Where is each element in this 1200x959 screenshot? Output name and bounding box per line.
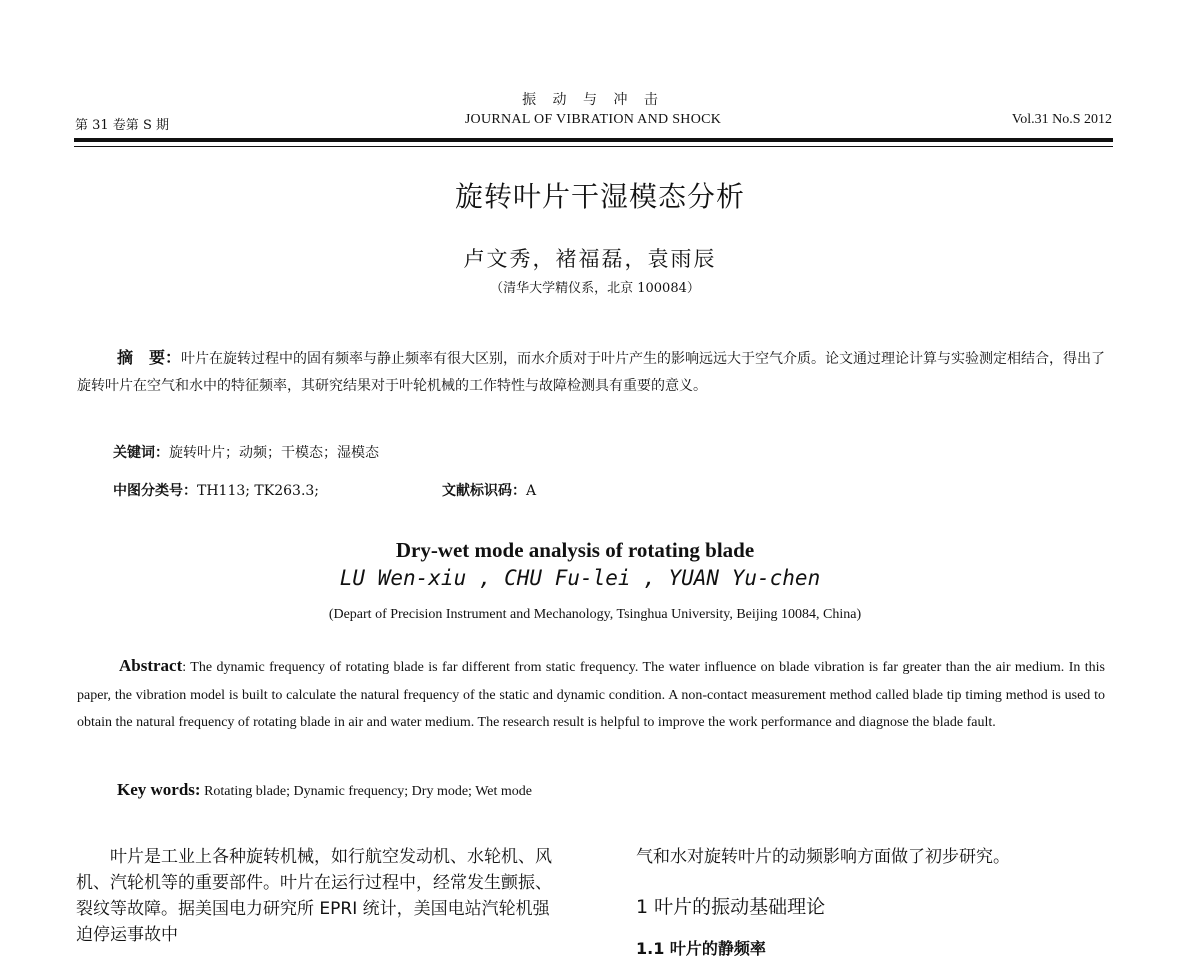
keywords-cn-text: 旋转叶片；动频；干模态；湿模态 [169, 445, 379, 461]
keywords-cn-label: 关键词： [113, 445, 169, 461]
subsection-heading-1-1: 1.1 叶片的静频率 [636, 939, 766, 958]
header-journal-en: JOURNAL OF VIBRATION AND SHOCK [464, 112, 722, 127]
affiliation-en: (Depart of Precision Instrument and Mechanology, Tsinghua University, Beijing 10084, China) [328, 607, 862, 622]
authors-en: LU Wen-xiu , CHU Fu-lei , YUAN Yu-chen [339, 566, 821, 590]
doc-code-cn-text: A [526, 483, 537, 499]
header-volume-en: Vol.31 No.S 2012 [1011, 112, 1112, 127]
authors-cn: 卢文秀，褚福磊，袁雨辰 [463, 247, 717, 271]
abstract-en [77, 652, 1105, 737]
classification-cn [113, 480, 319, 500]
header-volume-cn: 第 31 卷第 S 期 [75, 118, 169, 133]
body-right-line: 气和水对旋转叶片的动频影响方面做了初步研究。 [636, 847, 1010, 867]
header-rule-thick [74, 138, 1113, 142]
doc-code-cn [442, 480, 536, 500]
classification-cn-label: 中图分类号： [113, 483, 197, 499]
keywords-en-label: Key words: [117, 780, 201, 799]
header-rule-thin [74, 146, 1113, 147]
paper-title-cn: 旋转叶片干湿模态分析 [454, 180, 745, 213]
body-left-paragraph: 叶片是工业上各种旋转机械，如行航空发动机、水轮机、风机、汽轮机等的重要部件。叶片在运行过程中，经常发生颤振、裂纹等故障。据美国电力研究所 EPRI 统计，美国电站汽轮机强迫停运事故中 [76, 847, 552, 945]
paper-title-en: Dry-wet mode analysis of rotating blade [395, 538, 755, 562]
section-heading-1: 1 叶片的振动基础理论 [636, 896, 826, 918]
affiliation-cn: （清华大学精仪系，北京 100084） [490, 281, 700, 296]
abstract-en-text: : The dynamic frequency of rotating blade is far different from static frequency. The water influence on blade vibration is far greater than the air medium. In this paper, the vibration model is built to calculate the natural frequency of the static and dynamic condition. A non-contact measurement method called blade tip timing method is used to obtain the natural frequency of rotating blade in air and water medium. The research result is helpful to improve the work performance and diagnose the blade fault. [77, 660, 1105, 730]
abstract-cn-text: 叶片在旋转过程中的固有频率与静止频率有很大区别，而水介质对于叶片产生的影响远远大于空气介质。论文通过理论计算与实验测定相结合，得出了旋转叶片在空气和水中的特征频率，其研究结果对于叶轮机械的工作特性与故障检测具有重要的意义。 [77, 351, 1106, 394]
abstract-cn [77, 344, 1113, 400]
keywords-cn [113, 442, 379, 462]
abstract-cn-label: 摘 要： [117, 348, 182, 367]
abstract-en-label: Abstract [119, 656, 183, 675]
body-left-column [76, 844, 556, 948]
classification-cn-text: TH113; TK263.3; [197, 483, 320, 499]
keywords-en-text: Rotating blade; Dynamic frequency; Dry mode; Wet mode [200, 784, 532, 799]
header-journal-cn: 振 动 与 冲 击 [522, 92, 664, 108]
doc-code-cn-label: 文献标识码： [442, 483, 526, 499]
keywords-en [117, 780, 532, 800]
